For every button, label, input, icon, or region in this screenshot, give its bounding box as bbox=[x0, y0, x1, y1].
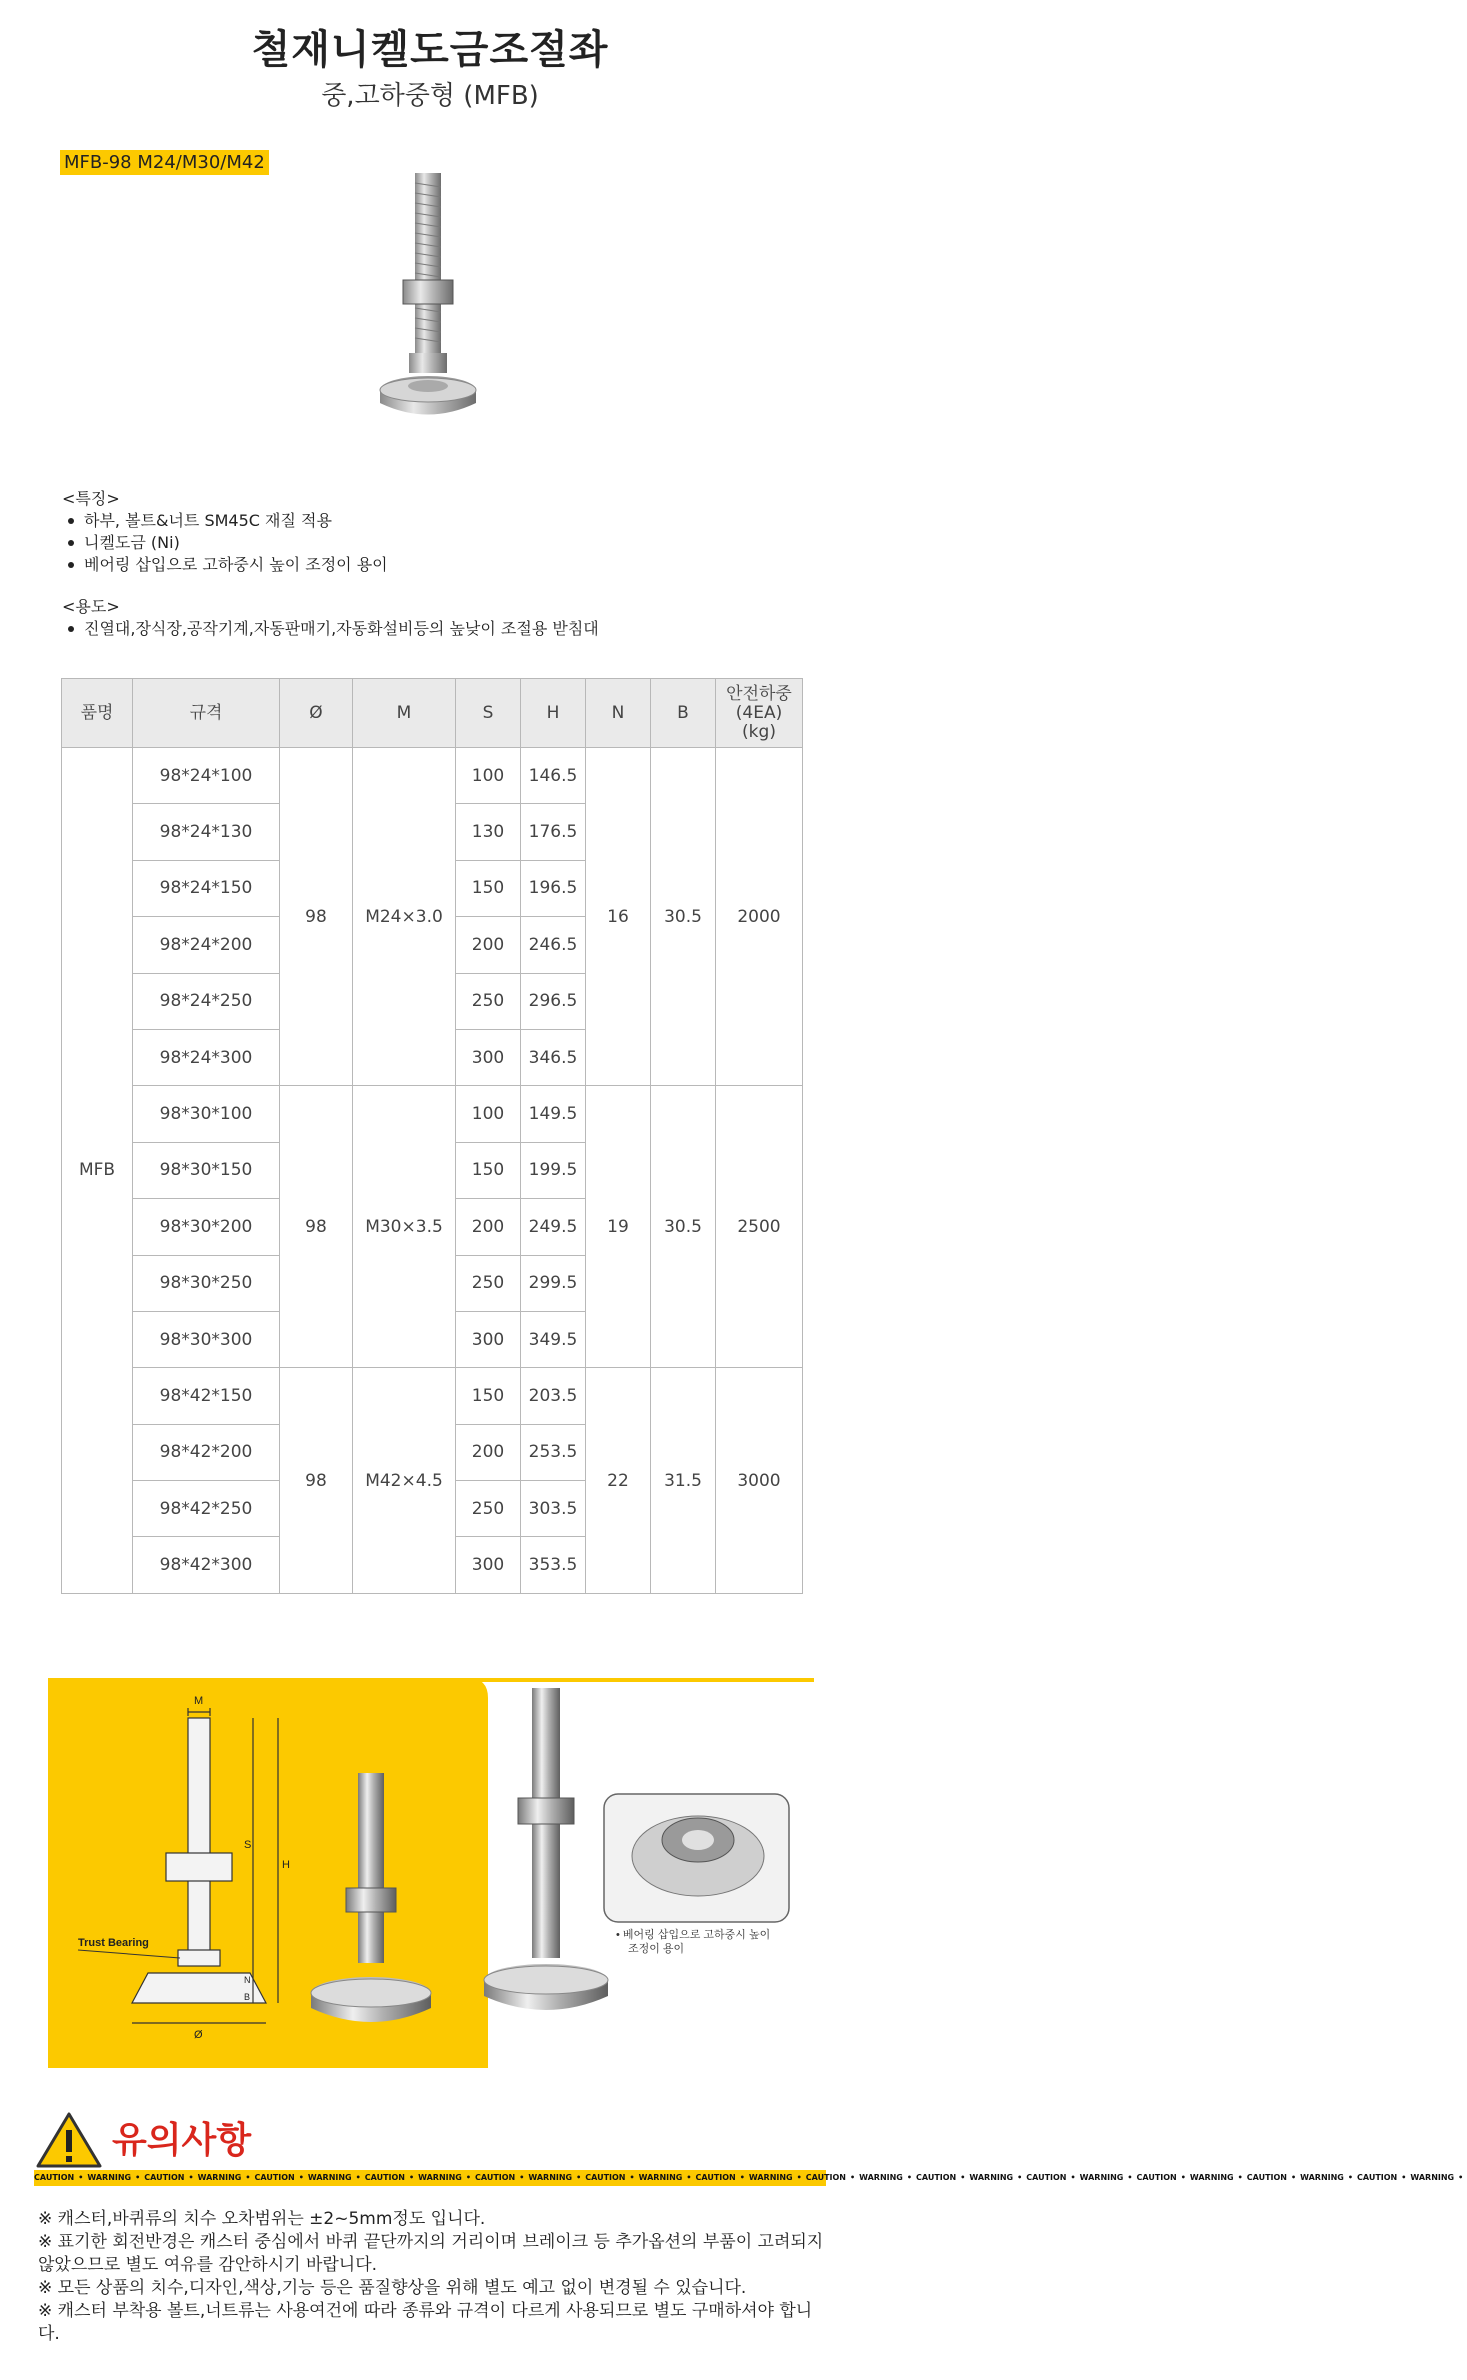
cell-spec: 98*42*200 bbox=[133, 1424, 280, 1480]
table-header-row bbox=[62, 679, 803, 748]
cell-spec: 98*24*200 bbox=[133, 917, 280, 973]
label-b: B bbox=[244, 1992, 251, 2002]
leveling-foot-image bbox=[365, 168, 495, 453]
cell-h: 353.5 bbox=[521, 1537, 586, 1593]
tape-word: WARNING bbox=[197, 2173, 242, 2182]
caution-title: 유의사항 bbox=[112, 2120, 252, 2161]
cell-h: 249.5 bbox=[521, 1199, 586, 1255]
col-header-diameter: Ø bbox=[280, 679, 353, 748]
cell-s: 150 bbox=[456, 1368, 521, 1424]
table-row bbox=[62, 1086, 803, 1142]
cell-h: 303.5 bbox=[521, 1481, 586, 1537]
col-header-n: N bbox=[586, 679, 651, 748]
cell-spec: 98*24*250 bbox=[133, 973, 280, 1029]
cell-n: 19 bbox=[586, 1086, 651, 1368]
col-header-safe-load: 안전하중 (4EA) (kg) bbox=[716, 679, 803, 748]
tape-separator: • bbox=[796, 2173, 802, 2182]
label-m: M bbox=[194, 1695, 204, 1707]
tape-word: CAUTION bbox=[254, 2173, 295, 2182]
tape-word: WARNING bbox=[307, 2173, 352, 2182]
cell-s: 130 bbox=[456, 804, 521, 860]
cell-spec: 98*24*130 bbox=[133, 804, 280, 860]
tape-separator: • bbox=[78, 2173, 84, 2182]
page-title: 철재니켈도금조절좌 bbox=[251, 27, 609, 73]
tape-separator: • bbox=[355, 2173, 361, 2182]
cell-n: 16 bbox=[586, 748, 651, 1086]
col-header-m: M bbox=[353, 679, 456, 748]
use-item: 진열대,장식장,공작기계,자동판매기,자동화설비등의 높낮이 조절용 받침대 bbox=[62, 618, 599, 640]
cell-h: 199.5 bbox=[521, 1142, 586, 1198]
cell-spec: 98*42*150 bbox=[133, 1368, 280, 1424]
label-trust-bearing: Trust Bearing bbox=[78, 1937, 149, 1949]
tape-word: WARNING bbox=[1300, 2173, 1344, 2182]
cell-b: 30.5 bbox=[651, 1086, 716, 1368]
uses-list bbox=[62, 618, 599, 640]
cell-s: 250 bbox=[456, 1481, 521, 1537]
tape-word: WARNING bbox=[1410, 2173, 1455, 2182]
tape-word: CAUTION bbox=[364, 2173, 405, 2182]
spec-table-body bbox=[62, 748, 803, 1594]
cell-spec: 98*30*150 bbox=[133, 1142, 280, 1198]
label-n: N bbox=[244, 1975, 251, 1985]
note-item: ※ 캐스터,바퀴류의 치수 오차범위는 ±2~5mm정도 입니다. bbox=[38, 2209, 486, 2229]
features-section bbox=[62, 488, 388, 576]
cell-s: 200 bbox=[456, 1424, 521, 1480]
note-item: ※ 표기한 회전반경은 캐스터 중심에서 바퀴 끝단까지의 거리이며 브레이크 등 추가옵션의 부품이 고려되지 않았으므로 별도 여유를 감안하시기 바랍니다. bbox=[38, 2232, 824, 2275]
tape-separator: • bbox=[1291, 2173, 1297, 2182]
tape-separator: • bbox=[1070, 2173, 1076, 2182]
tape-word: CAUTION bbox=[695, 2173, 736, 2182]
cell-spec: 98*30*300 bbox=[133, 1311, 280, 1367]
cell-n: 22 bbox=[586, 1368, 651, 1594]
tape-word: WARNING bbox=[1189, 2173, 1234, 2182]
tape-separator: • bbox=[1180, 2173, 1186, 2182]
cell-h: 253.5 bbox=[521, 1424, 586, 1480]
bearing-detail-inset bbox=[604, 1794, 789, 1922]
product-photo-tall bbox=[484, 1688, 608, 2010]
cell-m: M42×4.5 bbox=[353, 1368, 456, 1594]
tape-word: CAUTION bbox=[585, 2173, 626, 2182]
caution-notes bbox=[38, 2208, 828, 2346]
callout-line-1: • 베어링 삽입으로 고하중시 높이 bbox=[616, 1929, 771, 1941]
tape-separator: • bbox=[245, 2173, 251, 2182]
tape-separator: • bbox=[1237, 2173, 1243, 2182]
cell-spec: 98*42*300 bbox=[133, 1537, 280, 1593]
tape-word: WARNING bbox=[1079, 2173, 1124, 2182]
tape-separator: • bbox=[188, 2173, 194, 2182]
tape-separator: • bbox=[960, 2173, 966, 2182]
tape-word: CAUTION bbox=[1136, 2173, 1177, 2182]
cell-h: 149.5 bbox=[521, 1086, 586, 1142]
tape-separator: • bbox=[850, 2173, 856, 2182]
uses-heading: <용도> bbox=[62, 597, 120, 616]
tape-separator: • bbox=[1017, 2173, 1023, 2182]
cell-diameter: 98 bbox=[280, 1368, 353, 1594]
cell-m: M30×3.5 bbox=[353, 1086, 456, 1368]
uses-section bbox=[62, 596, 599, 640]
tape-word: WARNING bbox=[87, 2173, 132, 2182]
label-diameter: Ø bbox=[194, 2029, 203, 2041]
cell-spec: 98*30*200 bbox=[133, 1199, 280, 1255]
cell-s: 100 bbox=[456, 1086, 521, 1142]
cell-s: 150 bbox=[456, 1142, 521, 1198]
tape-word: CAUTION bbox=[475, 2173, 516, 2182]
label-s: S bbox=[244, 1839, 252, 1851]
cell-h: 349.5 bbox=[521, 1311, 586, 1367]
cell-h: 196.5 bbox=[521, 860, 586, 916]
cell-safe-load: 3000 bbox=[716, 1368, 803, 1594]
cell-h: 246.5 bbox=[521, 917, 586, 973]
cell-product: MFB bbox=[62, 748, 133, 1594]
cell-diameter: 98 bbox=[280, 748, 353, 1086]
tape-separator: • bbox=[1458, 2173, 1464, 2182]
tape-separator: • bbox=[298, 2173, 304, 2182]
cell-s: 250 bbox=[456, 1255, 521, 1311]
note-item: ※ 캐스터 부착용 볼트,너트류는 사용여건에 따라 종류와 규격이 다르게 사용되므로 별도 구매하셔야 합니다. bbox=[38, 2301, 813, 2344]
tape-separator: • bbox=[409, 2173, 415, 2182]
note-item: ※ 모든 상품의 치수,디자인,색상,기능 등은 품질향상을 위해 별도 예고 없이 변경될 수 있습니다. bbox=[38, 2278, 747, 2298]
label-h: H bbox=[282, 1859, 290, 1871]
cell-s: 200 bbox=[456, 917, 521, 973]
tape-word: CAUTION bbox=[144, 2173, 185, 2182]
model-tag: MFB-98 M24/M30/M42 bbox=[60, 150, 269, 175]
col-header-product: 품명 bbox=[62, 679, 133, 748]
tape-word: WARNING bbox=[859, 2173, 903, 2182]
tape-word: CAUTION bbox=[1357, 2173, 1398, 2182]
feature-item: 베어링 삽입으로 고하중시 높이 조정이 용이 bbox=[62, 554, 388, 576]
tape-separator: • bbox=[906, 2173, 912, 2182]
tape-word: WARNING bbox=[969, 2173, 1014, 2182]
tape-separator: • bbox=[465, 2173, 471, 2182]
page-subtitle: 중,고하중형 (MFB) bbox=[321, 81, 539, 111]
tape-word: CAUTION bbox=[805, 2173, 846, 2182]
tape-separator: • bbox=[739, 2173, 745, 2182]
cell-s: 200 bbox=[456, 1199, 521, 1255]
dimension-diagram bbox=[48, 1628, 814, 2068]
cell-spec: 98*42*250 bbox=[133, 1481, 280, 1537]
cell-s: 300 bbox=[456, 1311, 521, 1367]
col-header-s: S bbox=[456, 679, 521, 748]
cell-s: 300 bbox=[456, 1537, 521, 1593]
cell-spec: 98*24*300 bbox=[133, 1029, 280, 1085]
spec-table bbox=[61, 678, 803, 1594]
cell-spec: 98*30*250 bbox=[133, 1255, 280, 1311]
tape-separator: • bbox=[686, 2173, 692, 2182]
col-header-b: B bbox=[651, 679, 716, 748]
cell-h: 203.5 bbox=[521, 1368, 586, 1424]
callout-line-2: 조정이 용이 bbox=[628, 1943, 685, 1955]
cell-b: 31.5 bbox=[651, 1368, 716, 1594]
cell-h: 299.5 bbox=[521, 1255, 586, 1311]
features-list bbox=[62, 510, 388, 576]
cell-s: 100 bbox=[456, 748, 521, 804]
tape-word: WARNING bbox=[528, 2173, 573, 2182]
tape-word: CAUTION bbox=[34, 2173, 75, 2182]
tape-separator: • bbox=[1401, 2173, 1407, 2182]
cell-diameter: 98 bbox=[280, 1086, 353, 1368]
cell-b: 30.5 bbox=[651, 748, 716, 1086]
tape-word: CAUTION bbox=[1246, 2173, 1287, 2182]
tape-separator: • bbox=[576, 2173, 582, 2182]
cell-spec: 98*24*150 bbox=[133, 860, 280, 916]
feature-item: 하부, 볼트&너트 SM45C 재질 적용 bbox=[62, 510, 388, 532]
tape-separator: • bbox=[1127, 2173, 1133, 2182]
cell-s: 300 bbox=[456, 1029, 521, 1085]
caution-tape bbox=[34, 2170, 1464, 2186]
tape-word: CAUTION bbox=[1026, 2173, 1067, 2182]
table-row bbox=[62, 1368, 803, 1424]
cell-spec: 98*24*100 bbox=[133, 748, 280, 804]
tape-word: WARNING bbox=[418, 2173, 462, 2182]
warning-icon bbox=[34, 2110, 104, 2170]
cell-m: M24×3.0 bbox=[353, 748, 456, 1086]
tape-word: WARNING bbox=[638, 2173, 683, 2182]
cell-h: 346.5 bbox=[521, 1029, 586, 1085]
cell-h: 296.5 bbox=[521, 973, 586, 1029]
col-header-h: H bbox=[521, 679, 586, 748]
cell-safe-load: 2500 bbox=[716, 1086, 803, 1368]
tape-separator: • bbox=[629, 2173, 635, 2182]
cell-s: 250 bbox=[456, 973, 521, 1029]
cell-s: 150 bbox=[456, 860, 521, 916]
col-header-spec: 규격 bbox=[133, 679, 280, 748]
feature-item: 니켈도금 (Ni) bbox=[62, 532, 388, 554]
cell-safe-load: 2000 bbox=[716, 748, 803, 1086]
cell-h: 176.5 bbox=[521, 804, 586, 860]
tape-separator: • bbox=[135, 2173, 141, 2182]
tape-word: CAUTION bbox=[916, 2173, 957, 2182]
cell-h: 146.5 bbox=[521, 748, 586, 804]
tape-separator: • bbox=[1347, 2173, 1353, 2182]
table-row bbox=[62, 748, 803, 804]
tape-separator: • bbox=[519, 2173, 525, 2182]
cell-spec: 98*30*100 bbox=[133, 1086, 280, 1142]
tape-word: WARNING bbox=[748, 2173, 793, 2182]
features-heading: <특징> bbox=[62, 489, 120, 508]
